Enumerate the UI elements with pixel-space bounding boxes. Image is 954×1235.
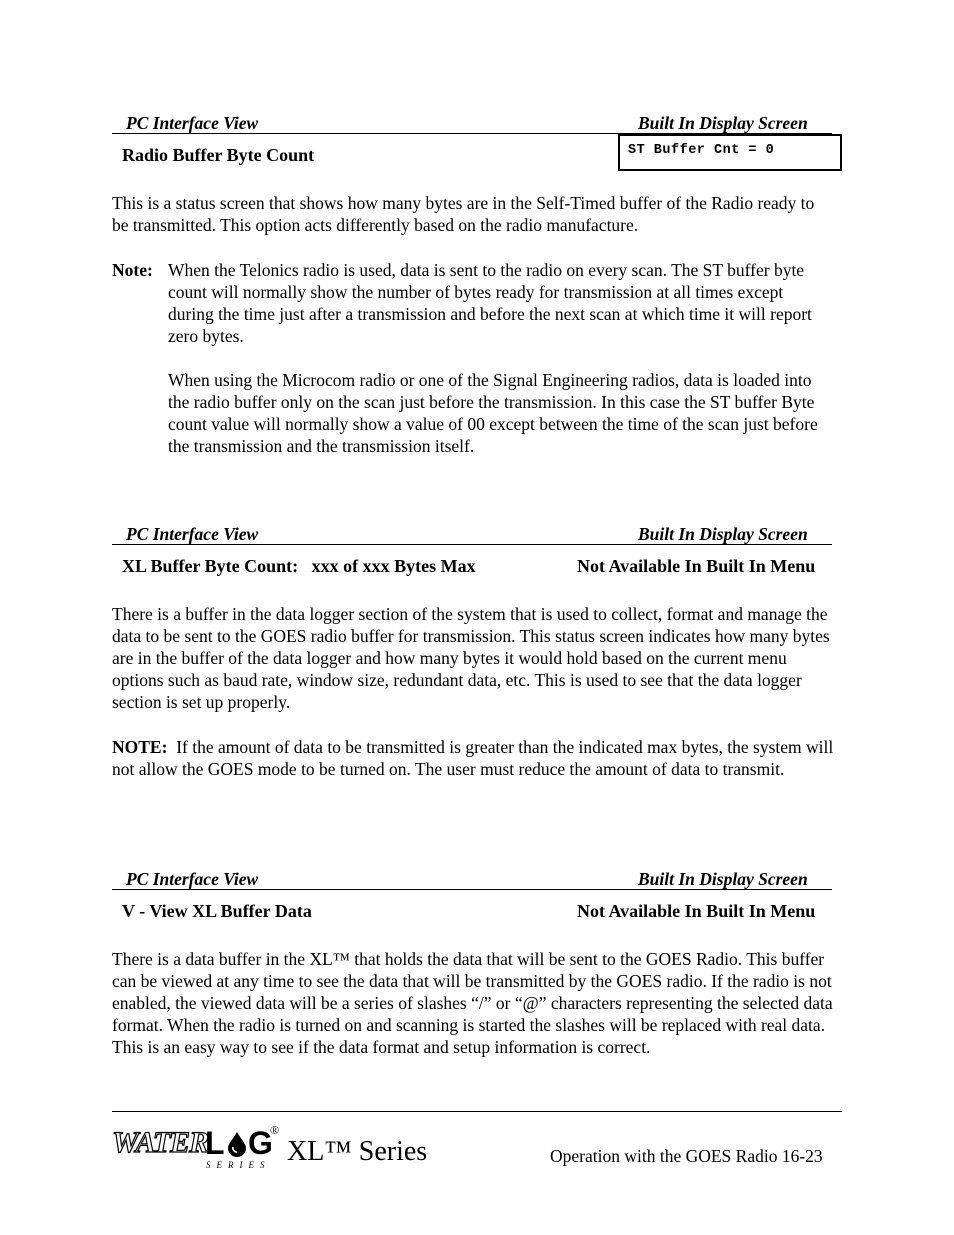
section2-header-rule [112, 544, 832, 545]
section2-paragraph: There is a buffer in the data logger section of the system that is used to collect, format and manage the data to be sent to the GOES radio buffer for transmission. This status screen indicates how many bytes are in the buffer of the data logger and how many bytes it would hold based on the current menu options such as baud rate, window size, redundant data, etc. This is used to see that the data logger section is set up properly. [112, 604, 830, 712]
section1-header-right: Built In Display Screen [638, 113, 808, 133]
footer-rule [112, 1111, 842, 1112]
section1-note-paragraph-1: When the Telonics radio is used, data is sent to the radio on every scan. The ST buffer byte count will normally show the number of bytes ready for transmission at all times except during the time just after a transmission and before the next scan at which time it will report zero bytes. [168, 260, 812, 346]
lcd-display-screen [618, 134, 842, 171]
footer-series-title: XL™ Series [287, 1136, 428, 1167]
section3-item-title: V - View XL Buffer Data [122, 901, 312, 921]
logo-series-text: SERIES [206, 1160, 271, 1170]
waterlog-logo [112, 1123, 282, 1173]
section2-note-text: If the amount of data to be transmitted is greater than the indicated max bytes, the system will not allow the GOES mode to be turned on. The user must reduce the amount of data to transmit. [112, 737, 834, 779]
section3-header-rule [112, 889, 832, 890]
section2-item-title: XL Buffer Byte Count: xxx of xxx Bytes Max [122, 556, 476, 576]
section3-paragraph: There is a data buffer in the XL™ that holds the data that will be sent to the GOES Radio. This buffer can be viewed at any time to see the data that will be transmitted by the GOES radio. If the radio is not enabled, the viewed data will be a series of slashes “/” or “@” characters representing the selected data format. When the radio is turned on and scanning is started the slashes will be replaced with real data. This is an easy way to see if the data format and setup information is correct. [112, 949, 833, 1057]
section3-header-right: Built In Display Screen [638, 869, 808, 889]
water-drop-icon [226, 1131, 248, 1157]
section1-header-left: PC Interface View [126, 113, 259, 133]
section3-header-left: PC Interface View [126, 869, 259, 889]
section3-item-availability: Not Available In Built In Menu [577, 901, 816, 921]
section2-note [112, 736, 842, 780]
section2-header-right: Built In Display Screen [638, 524, 808, 544]
lcd-display-text: ST Buffer Cnt = 0 [628, 143, 775, 158]
registered-mark: ® [270, 1123, 280, 1137]
footer-page-label: Operation with the GOES Radio 16-23 [550, 1146, 823, 1166]
logo-l-letter: L [205, 1125, 225, 1161]
section1-paragraph: This is a status screen that shows how many bytes are in the Self-Timed buffer of the Radio ready to be transmitted. This option acts differently based on the radio manufacture. [112, 193, 815, 235]
section1-note-label: Note: [112, 260, 153, 280]
logo-water-text: WATER [112, 1126, 209, 1159]
section1-note-paragraph-2: When using the Microcom radio or one of the Signal Engineering radios, data is loaded into the radio buffer only on the scan just before the transmission. In this case the ST buffer Byte count value will normally show a value of 00 except between the time of the scan just before the transmission and the transmission itself. [168, 370, 818, 456]
section2-header-left: PC Interface View [126, 524, 259, 544]
section2-note-label: NOTE: [112, 737, 168, 757]
logo-g-letter: G [248, 1125, 273, 1161]
section2-item-availability: Not Available In Built In Menu [577, 556, 816, 576]
section1-item-title: Radio Buffer Byte Count [122, 145, 315, 165]
